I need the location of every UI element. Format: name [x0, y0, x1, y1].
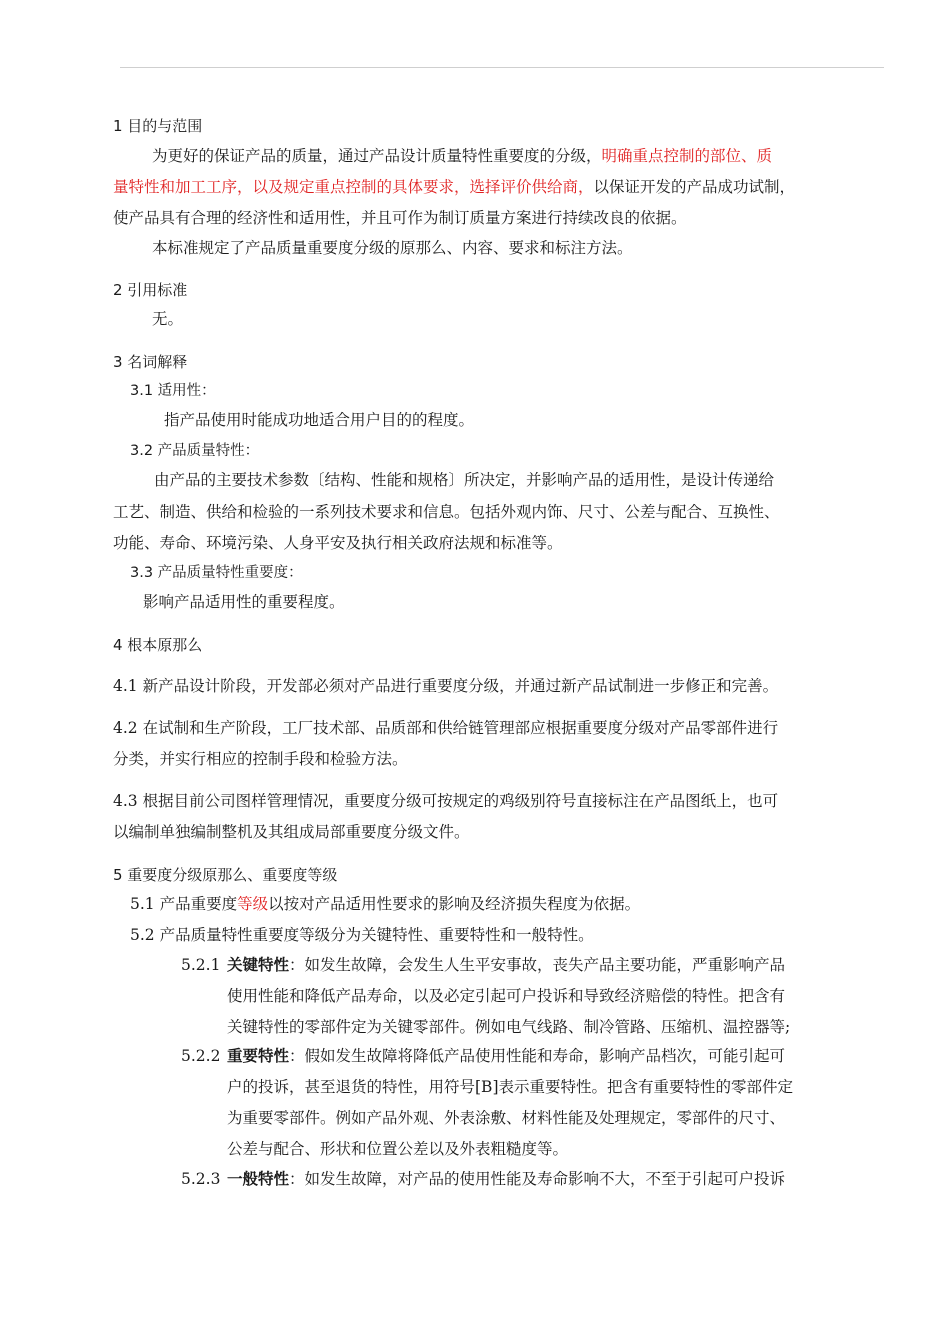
item-5-2-2-line-1: 重要特性：假如发生故障将降低产品使用性能和寿命，影响产品档次，可能引起可 [227, 1047, 786, 1065]
section-1-line-2: 量特性和加工工序，以及规定重点控制的具体要求，选择评价供给商，以保证开发的产品成功试制， [113, 178, 796, 196]
section-2-text: 无。 [152, 310, 184, 328]
term-3-1: 3.1 适用性： [130, 383, 216, 399]
section-4-heading: 4 根本原那么 [113, 636, 203, 654]
item-5-2-2-line-3: 为重要零部件。例如产品外观、外表涂敷、材料性能及处理规定，零部件的尺寸、 [227, 1109, 786, 1127]
section-5-heading: 5 重要度分级原那么、重要度等级 [113, 866, 338, 884]
para-4-1: 4.1 新产品设计阶段，开发部必须对产品进行重要度分级，并通过新产品试制进一步修正和完善。 [113, 677, 779, 695]
item-5-2-3-line-1: 一般特性：如发生故障，对产品的使用性能及寿命影响不大，不至于引起可户投诉 [227, 1170, 786, 1188]
item-5-2-3-number: 5.2.3 [181, 1170, 221, 1188]
term-3-3: 3.3 产品质量特性重要度： [130, 565, 303, 581]
section-3-heading: 3 名词解释 [113, 353, 188, 371]
section-1-heading: 1 目的与范围 [113, 117, 203, 135]
term-3-2: 3.2 产品质量特性： [130, 443, 260, 459]
item-5-2-2-line-4: 公差与配合、形状和位置公差以及外表粗糙度等。 [227, 1140, 569, 1158]
definition-3-2-line-2: 工艺、制造、供给和检验的一系列技术要求和信息。包括外观内饰、尺寸、公差与配合、互换性、 [113, 503, 780, 521]
para-4-3-line-2: 以编制单独编制整机及其组成局部重要度分级文件。 [113, 823, 470, 841]
definition-3-2-line-3: 功能、寿命、环境污染、人身平安及执行相关政府法规和标准等。 [113, 534, 563, 552]
section-2-heading: 2 引用标准 [113, 281, 188, 299]
para-4-2-line-1: 4.2 在试制和生产阶段，工厂技术部、品质部和供给链管理部应根据重要度分级对产品零部件进行 [113, 719, 779, 737]
para-5-1: 5.1 产品重要度等级以按对产品适用性要求的影响及经济损失程度为依据。 [130, 895, 641, 913]
section-1-line-1: 为更好的保证产品的质量，通过产品设计质量特性重要度的分级，明确重点控制的部位、质 [152, 147, 773, 165]
section-1-line-3: 使产品具有合理的经济性和适用性，并且可作为制订质量方案进行持续改良的依据。 [113, 209, 687, 227]
definition-3-2-line-1: 由产品的主要技术参数〔结构、性能和规格〕所决定，并影响产品的适用性，是设计传递给 [154, 471, 775, 489]
item-5-2-1-line-2: 使用性能和降低产品寿命，以及必定引起可户投诉和导致经济赔偿的特性。把含有 [227, 987, 786, 1005]
definition-3-3: 影响产品适用性的重要程度。 [143, 593, 345, 611]
section-1-line-4: 本标准规定了产品质量重要度分级的原那么、内容、要求和标注方法。 [152, 239, 633, 257]
item-5-2-2-line-2: 户的投诉，甚至退货的特性，用符号[B]表示重要特性。把含有重要特性的零部件定 [227, 1078, 793, 1096]
para-5-2: 5.2 产品质量特性重要度等级分为关键特性、重要特性和一般特性。 [130, 926, 594, 944]
item-5-2-2-number: 5.2.2 [181, 1047, 221, 1065]
definition-3-1: 指产品使用时能成功地适合用户目的的程度。 [164, 411, 475, 429]
para-4-2-line-2: 分类，并实行相应的控制手段和检验方法。 [113, 750, 408, 768]
para-4-3-line-1: 4.3 根据目前公司图样管理情况，重要度分级可按规定的鸡级别符号直接标注在产品图纸上，也可 [113, 792, 779, 810]
header-rule [120, 67, 884, 68]
item-5-2-1-line-3: 关键特性的零部件定为关键零部件。例如电气线路、制冷管路、压缩机、温控器等; [227, 1018, 791, 1036]
item-5-2-1-number: 5.2.1 [181, 956, 221, 974]
item-5-2-1-line-1: 关键特性：如发生故障，会发生人生平安事故，丧失产品主要功能，严重影响产品 [227, 956, 786, 974]
